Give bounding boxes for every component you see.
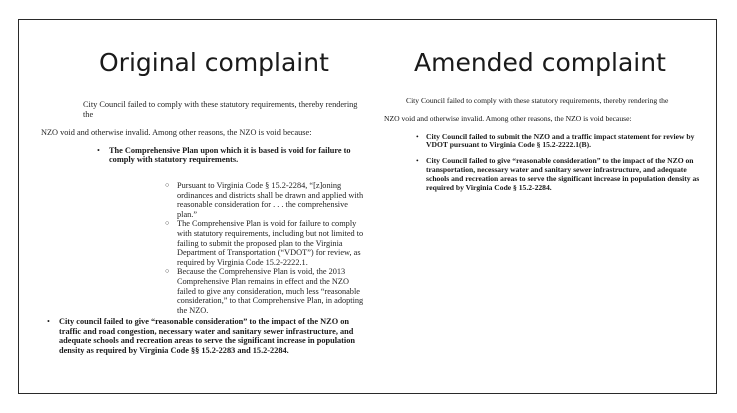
original-bullet-list bbox=[41, 146, 366, 356]
bullet-marker: • bbox=[47, 317, 50, 327]
amended-bullet-2-text: City Council failed to give “reasonable consideration” to the impact of the NZO on transportation, necessary water and sanitary sewer infrastructure, and adequate schools and recreation areas to serve the significant increase in population density as required by Virginia Code § 15.2-2284. bbox=[426, 156, 700, 192]
amended-intro-line-1: City Council failed to comply with these statutory requirements, thereby rendering the bbox=[406, 96, 669, 105]
amended-complaint-excerpt bbox=[384, 97, 704, 192]
bullet-marker: • bbox=[97, 145, 100, 155]
sub-bullet-marker: ○ bbox=[165, 219, 170, 228]
original-bullet-2-text: City council failed to give “reasonable consideration” to the impact of the NZO on traffic and road congestion, necessary water and sanitary sewer infrastructure, and adequate schools and recreation areas to serve the significant increase in population density as required by Virginia Code §§ 15.2-2283 and 15.2-2284. bbox=[59, 317, 355, 356]
bullet-marker: • bbox=[416, 156, 419, 166]
original-sub-item-3-text: Because the Comprehensive Plan is void, the 2013 Comprehensive Plan remains in effect and the NZO failed to give any consideration, much less “reasonable consideration,” to that Comprehensive Plan, in adopting the NZO. bbox=[177, 267, 364, 315]
comparison-frame bbox=[18, 19, 717, 394]
amended-complaint-heading: Amended complaint bbox=[414, 48, 666, 77]
original-complaint-excerpt bbox=[41, 100, 366, 356]
amended-bullet-item-2 bbox=[384, 157, 704, 192]
bullet-marker: • bbox=[416, 131, 419, 141]
sub-bullet-marker: ○ bbox=[165, 267, 170, 276]
amended-bullet-list bbox=[384, 133, 704, 193]
original-complaint-heading: Original complaint bbox=[99, 48, 329, 77]
amended-intro-line-2: NZO void and otherwise invalid. Among other reasons, the NZO is void because: bbox=[384, 113, 632, 123]
original-intro-line-2: NZO void and otherwise invalid. Among other reasons, the NZO is void because: bbox=[41, 128, 312, 138]
original-sub-item-1 bbox=[109, 181, 366, 219]
sub-bullet-marker: ○ bbox=[165, 180, 170, 189]
amended-bullet-item-1 bbox=[384, 133, 704, 151]
original-sub-item-2 bbox=[109, 219, 366, 267]
original-bullet-item-1 bbox=[41, 146, 366, 316]
original-sub-item-2-text: The Comprehensive Plan is void for failure to comply with statutory requirements, including but not limited to failing to submit the proposed plan to the Virginia Department of Transportation (“VDOT”) for review, as required by Virginia Code 15.2-2222.1. bbox=[177, 219, 364, 267]
original-sub-list bbox=[109, 181, 366, 315]
amended-bullet-1-text: City Council failed to submit the NZO and a traffic impact statement for review by VDOT pursuant to Virginia Code § 15.2-2222.1(B). bbox=[426, 131, 695, 150]
original-sub-item-1-text: Pursuant to Virginia Code § 15.2-2284, “[z]oning ordinances and districts shall be drawn and applied with reasonable consideration for . . . the comprehensive plan.” bbox=[177, 180, 364, 219]
original-intro-line-1: City Council failed to comply with these statutory requirements, thereby rendering the bbox=[83, 100, 358, 119]
original-bullet-item-2 bbox=[41, 317, 366, 355]
original-bullet-1-text: The Comprehensive Plan upon which it is based is void for failure to comply with statutory requirements. bbox=[109, 145, 351, 165]
original-sub-item-3 bbox=[109, 267, 366, 315]
